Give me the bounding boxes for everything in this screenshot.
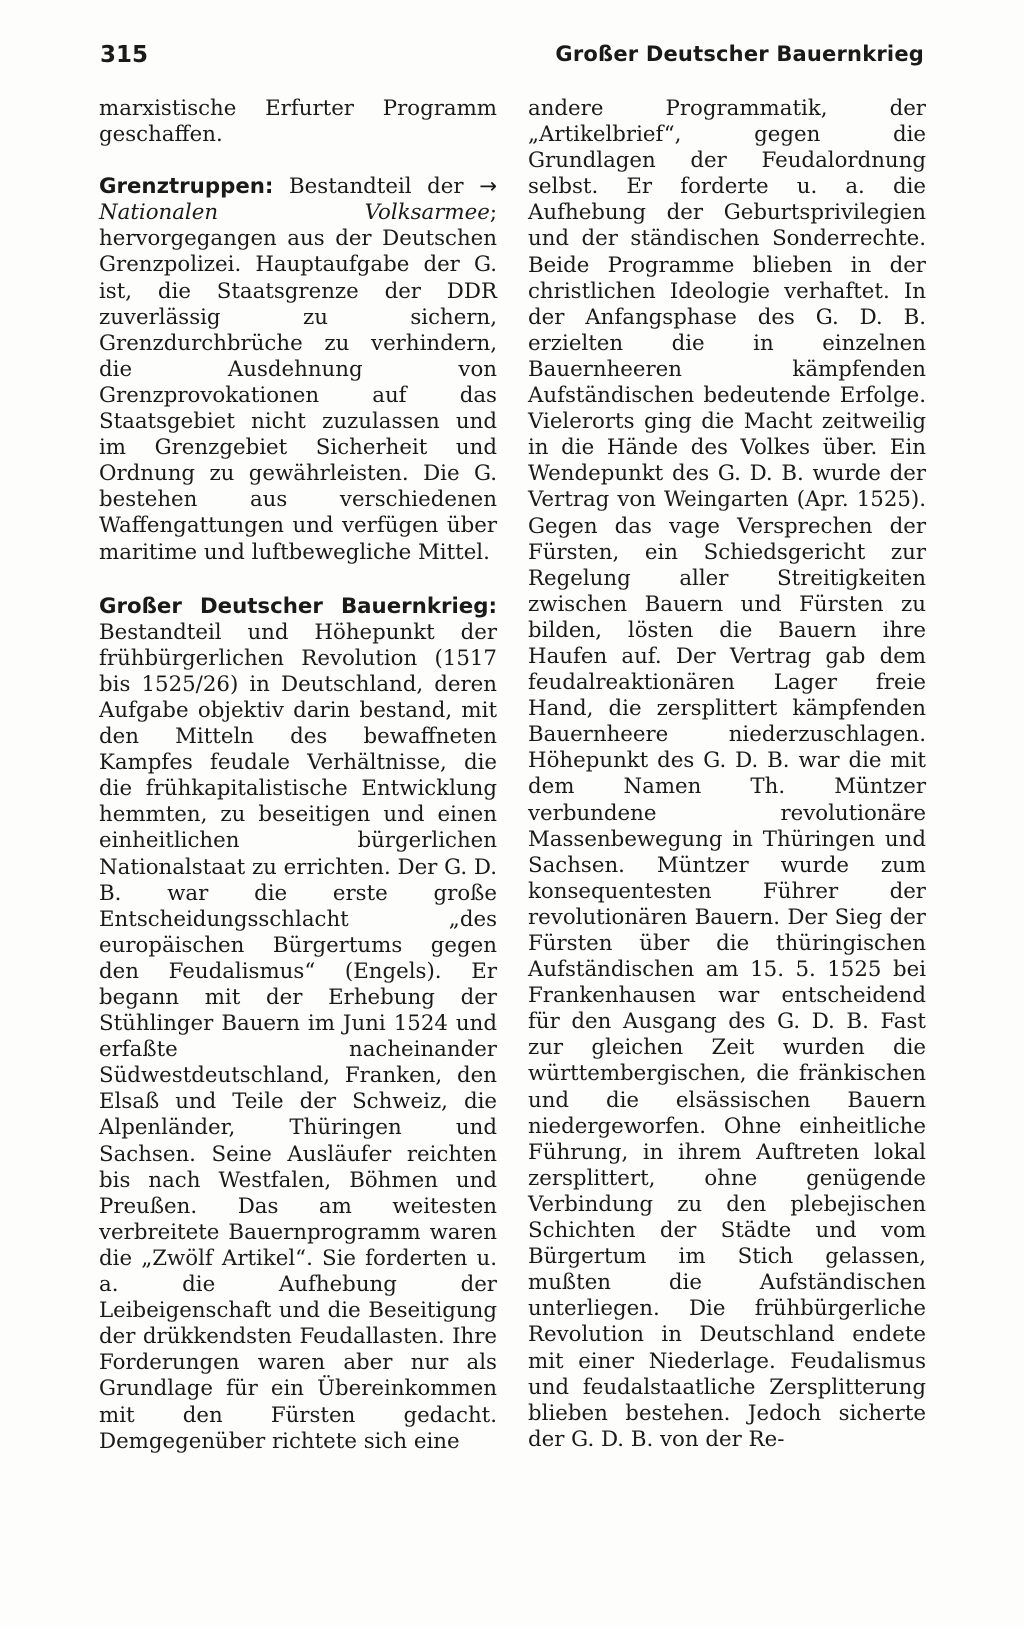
right-column [528, 96, 926, 1453]
continuation-paragraph: marxistische Erfurter Programm geschaffen. [99, 96, 497, 148]
entry-text: Bestandteil und Höhepunkt der frühbürgerlichen Revolution (1517 bis 1525/26) in Deutschland, deren Aufgabe objektiv darin bestand, mit den Mitteln des bewaffneten Kampfes feudale Verhältnisse, die die frühkapitalistische Entwicklung hemmten, zu beseitigen und einen einheitlichen bürgerlichen Nationalstaat zu errichten. Der G. D. B. war die erste große Entscheidungsschlacht „des europäischen Bürgertums gegen den Feudalismus“ (Engels). Er begann mit der Erhebung der Stühlinger Bauern im Juni 1524 und erfaßte nacheinander Südwestdeutschland, Franken, den Elsaß und Teile der Schweiz, die Alpenländer, Thüringen und Sachsen. Seine Ausläufer reichten bis nach Westfalen, Böhmen und Preußen. Das am weitesten verbreitete Bauernprogramm waren die „Zwölf Artikel“. Sie forderten u. a. die Aufhebung der Leibeigenschaft und die Beseitigung der drükkendsten Feudallasten. Ihre Forderungen waren aber nur als Grundlage für ein Übereinkommen mit den Fürsten gedacht. Demgegenüber richtete sich eine [99, 619, 498, 1454]
entry-bauernkrieg [99, 594, 497, 1455]
page-number: 315 [100, 42, 149, 68]
arrow-icon: → [479, 174, 497, 200]
entry-text: Bestandteil der [273, 174, 480, 200]
left-column [99, 96, 497, 1455]
entry-bauernkrieg-continued: andere Programmatik, der „Artikelbrief“, gegen die Grundlagen der Feudalordnung selbst. Er forderte u. a. die Aufhebung der Geburtsprivilegien und der ständischen Sonderrechte. Beide Programme blieben in der christlichen Ideologie verhaftet. In der Anfangsphase des G. D. B. erzielten die in einzelnen Bauernheeren kämpfenden Aufständischen bedeutende Erfolge. Vielerorts ging die Macht zeitweilig in die Hände des Volkes über. Ein Wendepunkt des G. D. B. wurde der Vertrag von Weingarten (Apr. 1525). Gegen das vage Versprechen der Fürsten, ein Schiedsgericht zur Regelung aller Streitigkeiten zwischen Bauern und Fürsten zu bilden, lösten die Bauern ihre Haufen auf. Der Vertrag gab dem feudalreaktionären Lager freie Hand, die zersplittert kämpfenden Bauernheere niederzuschlagen. Höhepunkt des G. D. B. war die mit dem Namen Th. Müntzer verbundene revolutionäre Massenbewegung in Thüringen und Sachsen. Müntzer wurde zum konsequentesten Führer der revolutionären Bauern. Der Sieg der Fürsten über die thüringischen Aufständischen am 15. 5. 1525 bei Frankenhausen war entscheidend für den Ausgang des G. D. B. Fast zur gleichen Zeit wurden die württembergischen, die fränkischen und die elsässischen Bauern niedergeworfen. Ohne einheitliche Führung, in ihrem Auftreten lokal zersplittert, ohne genügende Verbindung zu den plebejischen Schichten der Städte und vom Bürgertum im Stich gelassen, mußten die Aufständischen unterliegen. Die frühbürgerliche Revolution in Deutschland endete mit einer Niederlage. Feudalismus und feudalstaatliche Zersplitterung blieben bestehen. Jedoch sicherte der G. D. B. von der Re- [528, 96, 926, 1452]
headword: Großer Deutscher Bauernkrieg: [99, 593, 497, 619]
page-header [100, 42, 924, 82]
entry-grenztruppen [99, 174, 497, 565]
running-head: Großer Deutscher Bauernkrieg [555, 42, 924, 66]
headword: Grenztruppen: [99, 174, 274, 200]
entry-text: ; hervorgegangen aus der Deutschen Grenzpolizei. Hauptaufgabe der G. ist, die Staatsgrenze der DDR zuverlässig zu sichern, Grenzdurchbrüche zu verhindern, die Ausdehnung von Grenzprovokationen auf das Staatsgebiet nicht zuzulassen und im Grenzgebiet Sicherheit und Ordnung zu gewährleisten. Die G. bestehen aus verschiedenen Waffengattungen und verfügen über maritime und luftbewegliche Mittel. [99, 200, 497, 565]
cross-reference: Nationalen Volksarmee [99, 200, 490, 226]
